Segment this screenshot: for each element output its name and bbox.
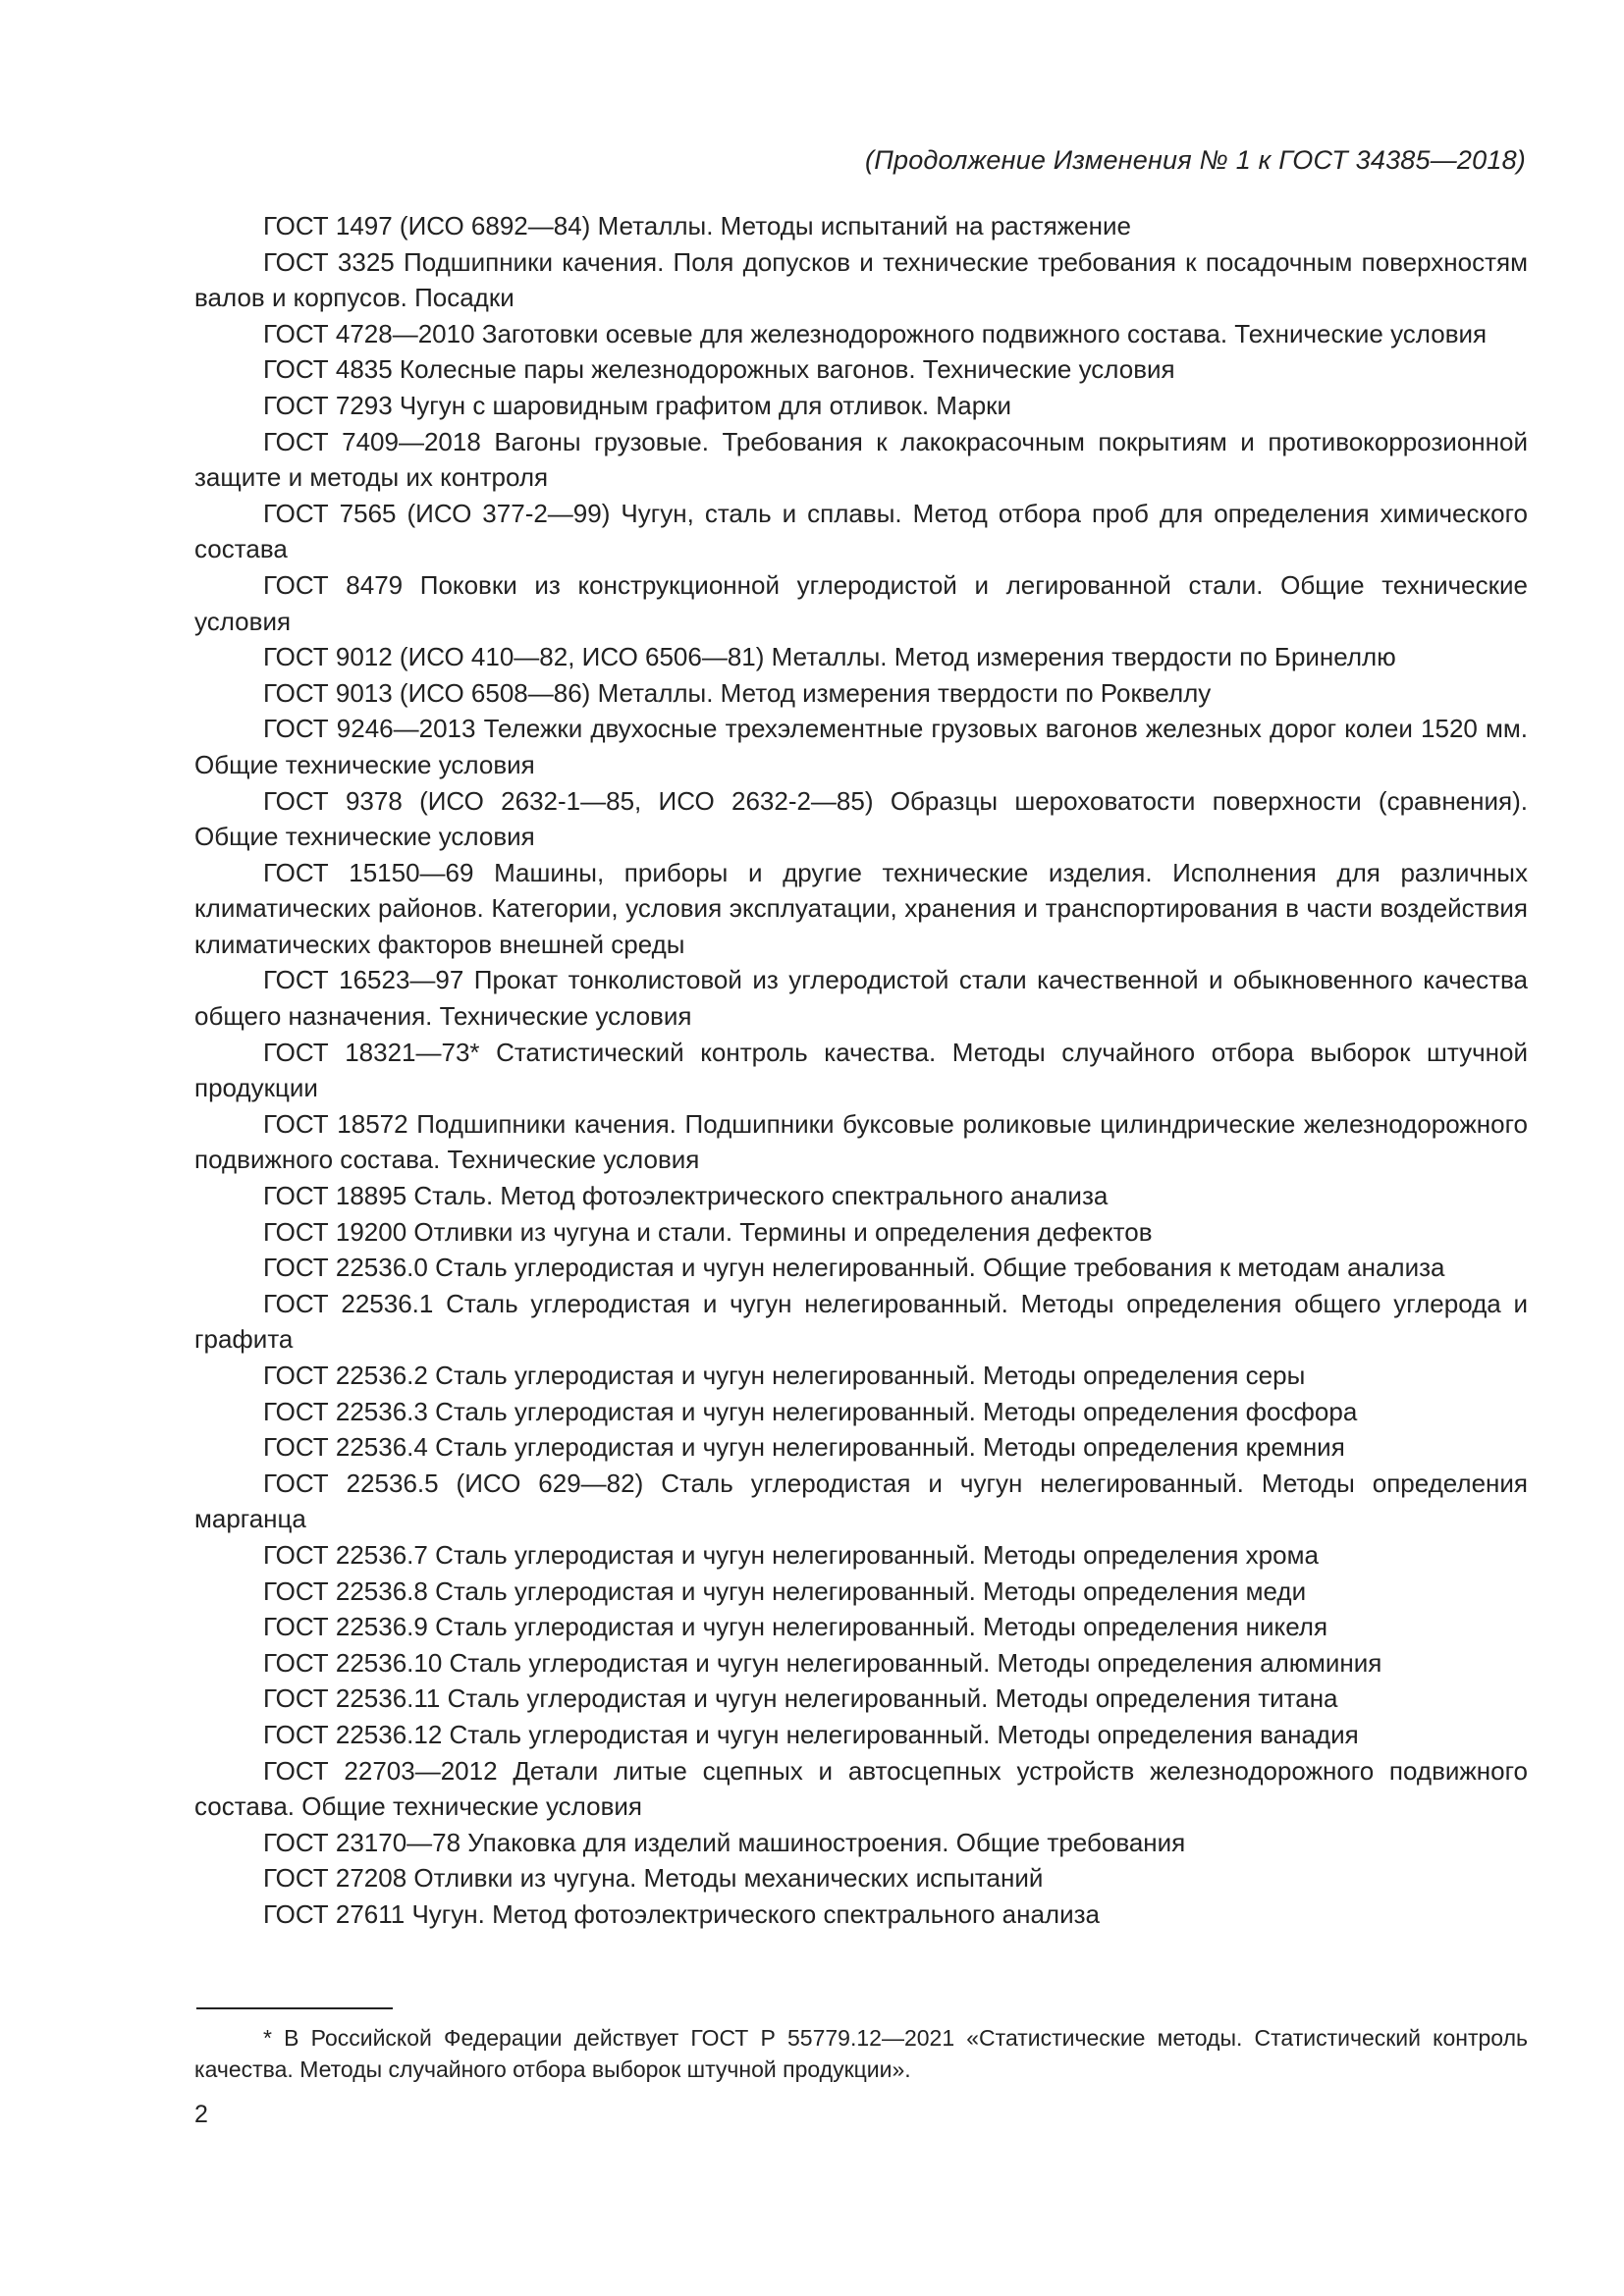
footnote: * В Российской Федерации действует ГОСТ Р 55779.12—2021 «Статистические методы. Статистический контроль качества. Методы случайного отбора выборок штучной продукции». bbox=[194, 2025, 1528, 2082]
reference-entry: ГОСТ 7409—2018 Вагоны грузовые. Требования к лакокрасочным покрытиям и противокоррозионной защите и методы их контроля bbox=[194, 426, 1528, 493]
reference-entry: ГОСТ 22536.7 Сталь углеродистая и чугун нелегированный. Методы определения хрома bbox=[263, 1539, 1319, 1570]
reference-entry: ГОСТ 15150—69 Машины, приборы и другие технические изделия. Исполнения для различных климатических районов. Категории, условия эксплуатации, хранения и транспортирования в части воздействия климатических факторов внешней среды bbox=[194, 857, 1528, 959]
reference-entry: ГОСТ 9013 (ИСО 6508—86) Металлы. Метод измерения твердости по Роквеллу bbox=[263, 677, 1212, 708]
reference-entry: ГОСТ 27611 Чугун. Метод фотоэлектрического спектрального анализа bbox=[263, 1898, 1101, 1929]
reference-entry: ГОСТ 18895 Сталь. Метод фотоэлектрического спектрального анализа bbox=[263, 1181, 1109, 1211]
reference-entry: ГОСТ 3325 Подшипники качения. Поля допусков и технические требования к посадочным поверхностям валов и корпусов. Посадки bbox=[194, 246, 1528, 313]
reference-entry: ГОСТ 9246—2013 Тележки двухосные трехэлементные грузовых вагонов железных дорог колеи 1520 мм. Общие технические условия bbox=[194, 714, 1528, 779]
footnote-divider bbox=[196, 2007, 393, 2009]
references-list bbox=[194, 208, 1528, 1933]
reference-entry: ГОСТ 7293 Чугун с шаровидным графитом для отливок. Марки bbox=[263, 390, 1012, 420]
reference-entry: ГОСТ 7565 (ИСО 377-2—99) Чугун, сталь и сплавы. Метод отбора проб для определения химического состава bbox=[194, 498, 1528, 564]
reference-entry: ГОСТ 18572 Подшипники качения. Подшипники буксовые роликовые цилиндрические железнодорожного подвижного состава. Технические условия bbox=[194, 1108, 1528, 1175]
reference-entry: ГОСТ 22536.11 Сталь углеродистая и чугун нелегированный. Методы определения титана bbox=[263, 1683, 1338, 1714]
reference-entry: ГОСТ 9378 (ИСО 2632-1—85, ИСО 2632-2—85) Образцы шероховатости поверхности (сравнения). Общие технические условия bbox=[194, 785, 1528, 852]
reference-entry: ГОСТ 22536.10 Сталь углеродистая и чугун нелегированный. Методы определения алюминия bbox=[263, 1647, 1382, 1678]
reference-entry: ГОСТ 22536.4 Сталь углеродистая и чугун нелегированный. Методы определения кремния bbox=[263, 1432, 1345, 1463]
page-header: (Продолжение Изменения № 1 к ГОСТ 34385—2018) bbox=[865, 145, 1526, 175]
reference-entry: ГОСТ 22536.0 Сталь углеродистая и чугун нелегированный. Общие требования к методам анализа bbox=[263, 1253, 1445, 1283]
reference-entry: ГОСТ 22536.2 Сталь углеродистая и чугун нелегированный. Методы определения серы bbox=[263, 1361, 1306, 1390]
reference-entry: ГОСТ 16523—97 Прокат тонколистовой из углеродистой стали качественной и обыкновенного качества общего назначения. Технические условия bbox=[194, 965, 1528, 1032]
reference-entry: ГОСТ 4835 Колесные пары железнодорожных вагонов. Технические условия bbox=[263, 354, 1175, 385]
reference-entry: ГОСТ 22536.3 Сталь углеродистая и чугун нелегированный. Методы определения фосфора bbox=[263, 1396, 1358, 1426]
reference-entry: ГОСТ 4728—2010 Заготовки осевые для железнодорожного подвижного состава. Технические условия bbox=[263, 318, 1488, 348]
reference-entry: ГОСТ 1497 (ИСО 6892—84) Металлы. Методы испытаний на растяжение bbox=[263, 211, 1131, 240]
reference-entry: ГОСТ 23170—78 Упаковка для изделий машиностроения. Общие требования bbox=[263, 1827, 1186, 1857]
reference-entry: ГОСТ 22536.9 Сталь углеродистая и чугун нелегированный. Методы определения никеля bbox=[263, 1612, 1328, 1642]
reference-entry: ГОСТ 9012 (ИСО 410—82, ИСО 6506—81) Металлы. Метод измерения твердости по Бринеллю bbox=[263, 642, 1396, 672]
reference-entry: ГОСТ 22703—2012 Детали литые сцепных и автосцепных устройств железнодорожного подвижного состава. Общие технические условия bbox=[194, 1755, 1528, 1822]
reference-entry: ГОСТ 27208 Отливки из чугуна. Методы механических испытаний bbox=[263, 1863, 1044, 1894]
page-number: 2 bbox=[194, 2101, 208, 2128]
reference-entry: ГОСТ 18321—73* Статистический контроль качества. Методы случайного отбора выборок штучной продукции bbox=[194, 1037, 1528, 1103]
reference-entry: ГОСТ 19200 Отливки из чугуна и стали. Термины и определения дефектов bbox=[263, 1216, 1153, 1247]
reference-entry: ГОСТ 22536.8 Сталь углеродистая и чугун нелегированный. Методы определения меди bbox=[263, 1575, 1307, 1606]
reference-entry: ГОСТ 8479 Поковки из конструкционной углеродистой и легированной стали. Общие технические условия bbox=[194, 569, 1528, 636]
reference-entry: ГОСТ 22536.12 Сталь углеродистая и чугун нелегированный. Методы определения ванадия bbox=[263, 1719, 1359, 1749]
reference-entry: ГОСТ 22536.1 Сталь углеродистая и чугун нелегированный. Методы определения общего углерода и графита bbox=[194, 1288, 1528, 1355]
reference-entry: ГОСТ 22536.5 (ИСО 629—82) Сталь углеродистая и чугун нелегированный. Методы определения марганца bbox=[194, 1468, 1528, 1534]
